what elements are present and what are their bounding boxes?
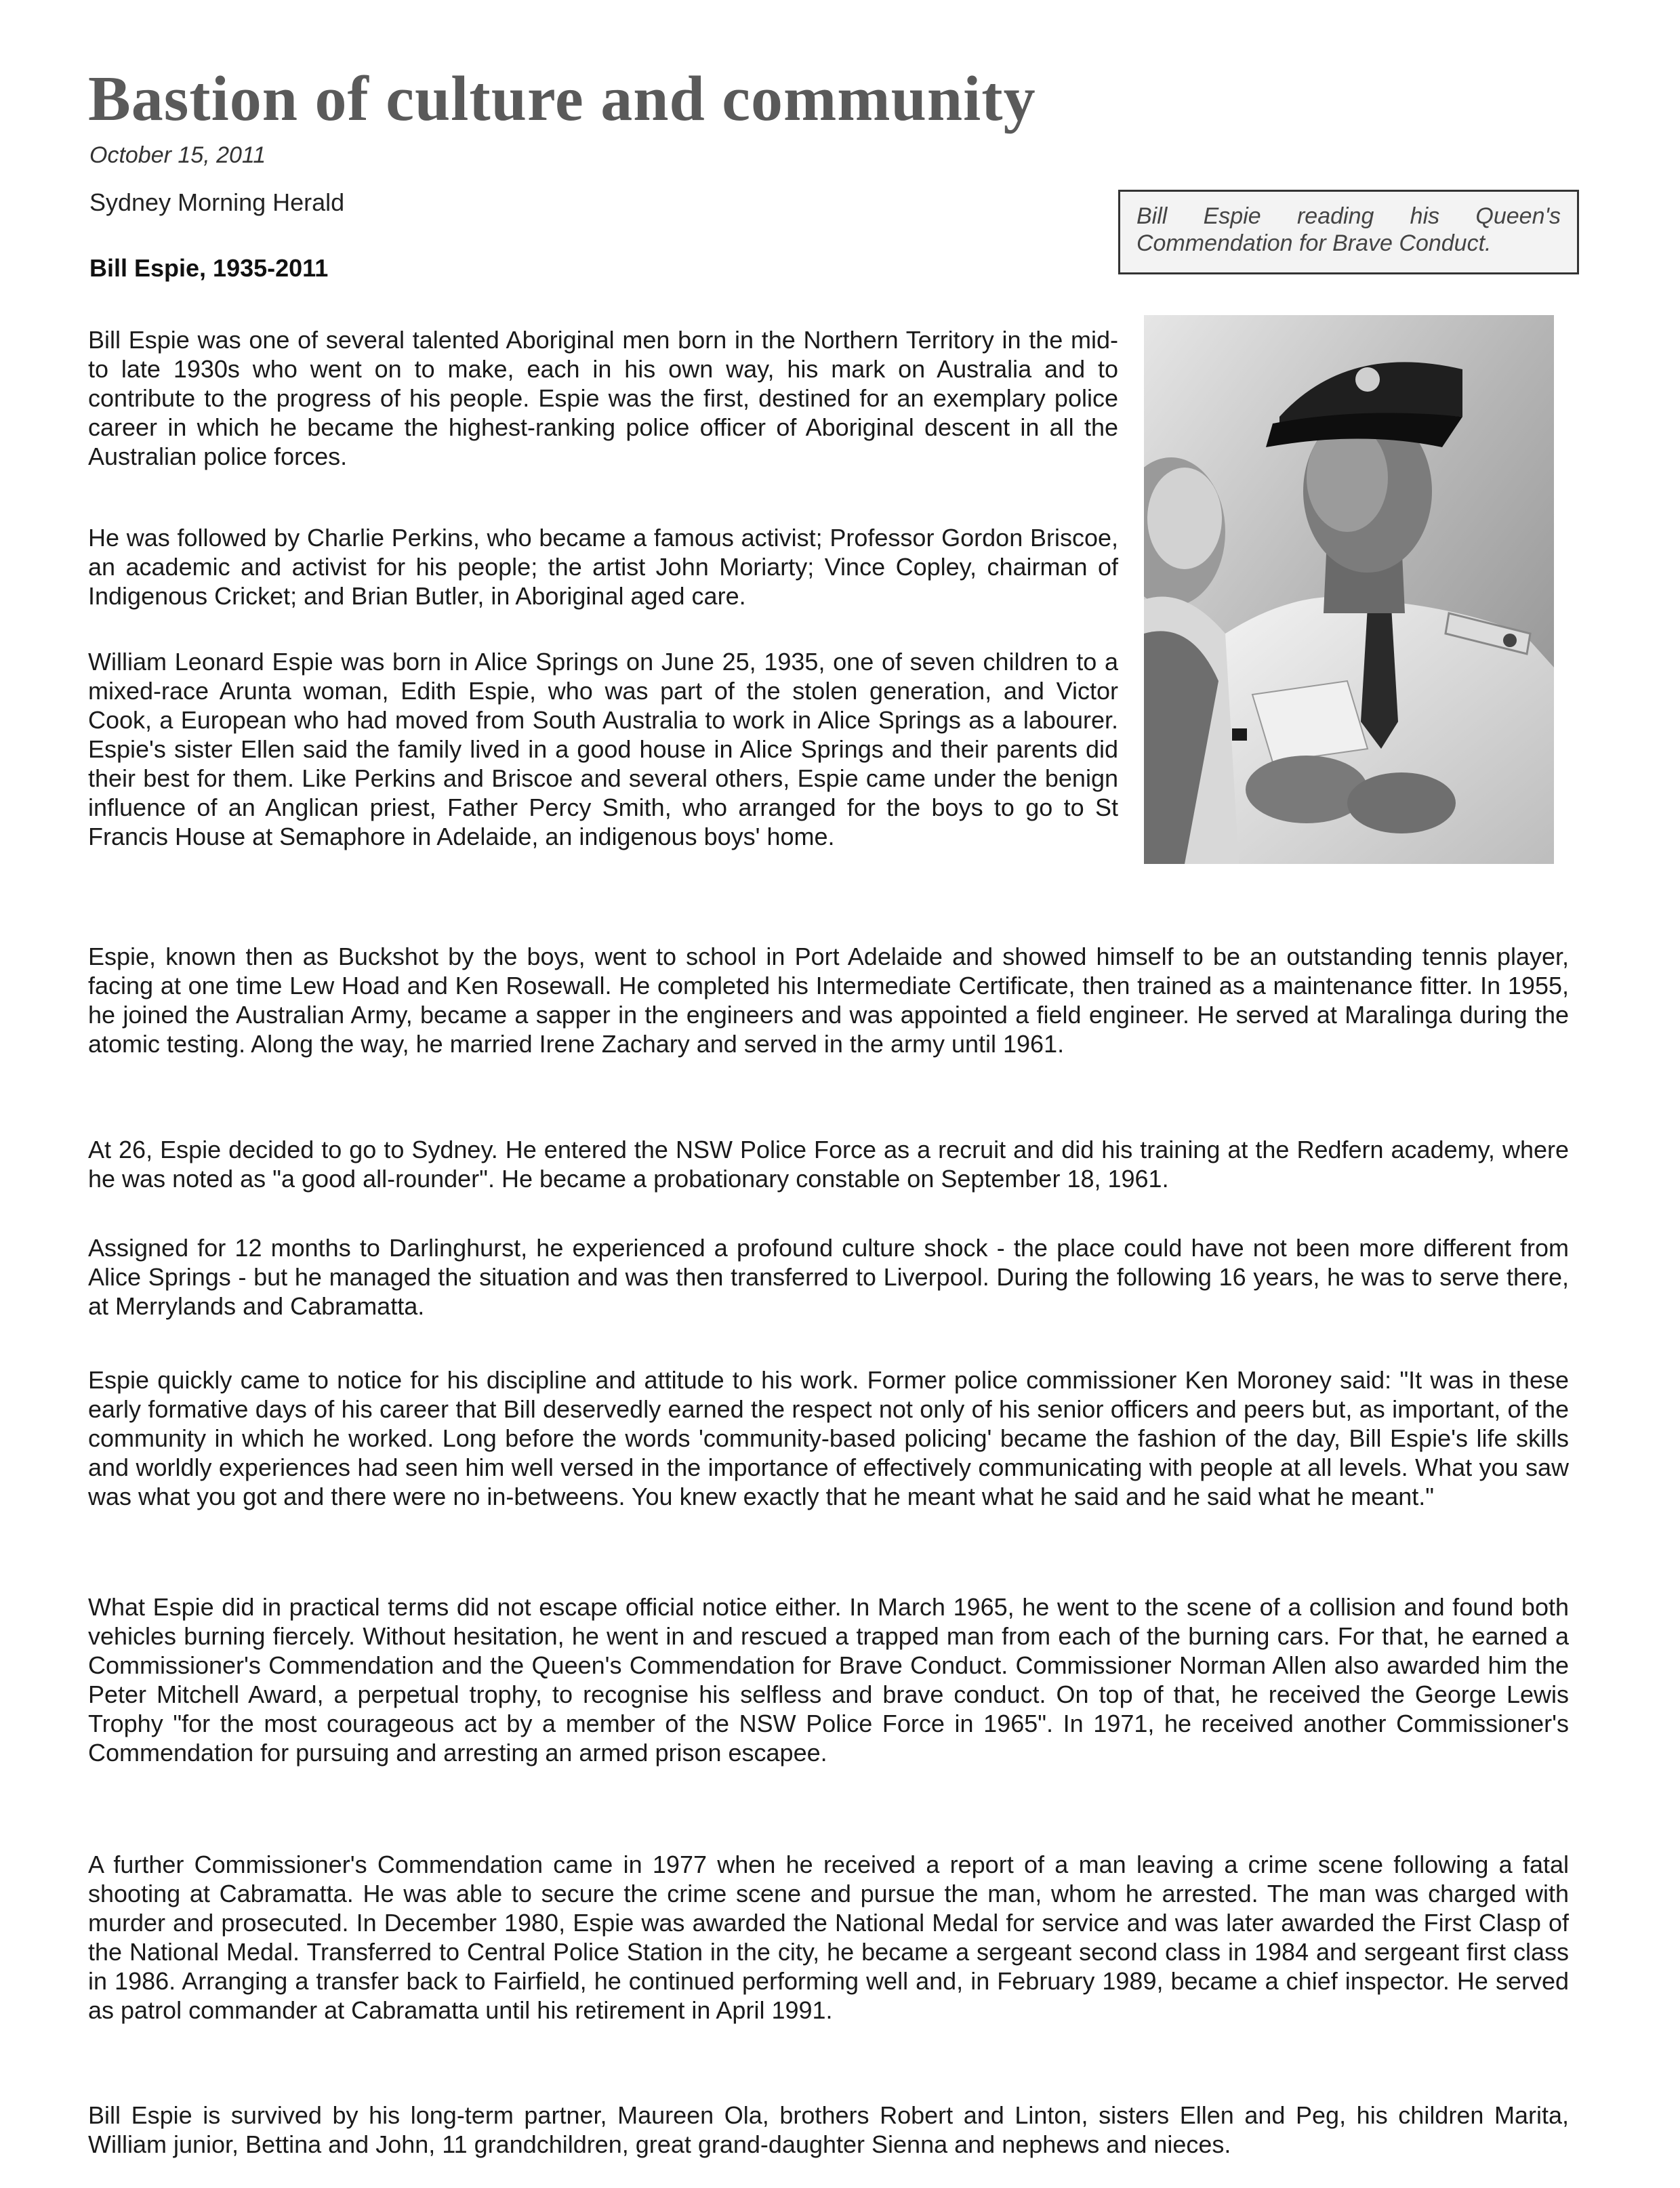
paragraph-4: Espie, known then as Buckshot by the boys, went to school in Port Adelaide and showed himself to be an outstanding tennis player, facing at one time Lew Hoad and Ken Rosewall. He completed his Intermediate Certificate, then trained as a maintenance fitter. In 1955, he joined the Australian Army, became a sapper in the engineers and was appointed a field engineer. He served at Maralinga during the atomic testing. Along the way, he married Irene Zachary and served in the army until 1961. <box>88 943 1569 1058</box>
paragraph-7: Espie quickly came to notice for his discipline and attitude to his work. Former police commissioner Ken Moroney said: "It was in these early formative days of his career that Bill deservedly earned the respect not only of his senior officers and peers but, as important, of the community in which he worked. Long before the words 'community-based policing' became the fashion of the day, Bill Espie's life skills and worldly experiences had seen him well versed in the importance of effectively communicating with people at all levels. What you saw was what you got and there were no in-betweens. You knew exactly that he meant what he said and he said what he meant." <box>88 1366 1569 1510</box>
article-byline: Bill Espie, 1935-2011 <box>89 254 329 282</box>
photo-caption: Bill Espie reading his Queen's Commendation for Brave Conduct. <box>1118 190 1579 274</box>
paragraph-8: What Espie did in practical terms did not escape official notice either. In March 1965, he went to the scene of a collision and found both vehicles burning fiercely. Without hesitation, he went in and rescued a trapped man from each of the burning cars. For that, he earned a Commissioner's Commendation and the Queen's Commendation for Brave Conduct. Commissioner Norman Allen also awarded him the Peter Mitchell Award, a perpetual trophy, to recognise his selfless and brave conduct. On top of that, he received the George Lewis Trophy "for the most courageous act by a member of the NSW Police Force in 1965". In 1971, he received another Commissioner's Commendation for pursuing and arresting an armed prison escapee. <box>88 1593 1569 1767</box>
paragraph-9: A further Commissioner's Commendation came in 1977 when he received a report of a man leaving a crime scene following a fatal shooting at Cabramatta. He was able to secure the crime scene and pursue the man, whom he arrested. The man was charged with murder and prosecuted. In December 1980, Espie was awarded the National Medal for service and was later awarded the First Clasp of the National Medal. Transferred to Central Police Station in the city, he became a sergeant second class in 1984 and sergeant first class in 1986. Arranging a transfer back to Fairfield, he continued performing well and, in February 1989, became a chief inspector. He served as patrol commander at Cabramatta until his retirement in April 1991. <box>88 1851 1569 2024</box>
paragraph-1: Bill Espie was one of several talented Aboriginal men born in the Northern Territory in the mid- to late 1930s who went on to make, each in his own way, his mark on Australia and to contribute to the progress of his people. Espie was the first, destined for an exemplary police career in which he became the highest-ranking police officer of Aboriginal descent in all the Australian police forces. <box>88 326 1118 470</box>
article-title: Bastion of culture and community <box>88 64 1036 134</box>
paragraph-5: At 26, Espie decided to go to Sydney. He entered the NSW Police Force as a recruit and did his training at the Redfern academy, where he was noted as "a good all-rounder". He became a probationary constable on September 18, 1961. <box>88 1136 1569 1193</box>
paragraph-6: Assigned for 12 months to Darlinghurst, he experienced a profound culture shock - the place could have not been more different from Alice Springs - but he managed the situation and was then transferred to Liverpool. During the following 16 years, he was to serve there, at Merrylands and Cabramatta. <box>88 1234 1569 1320</box>
paragraph-10: Bill Espie is survived by his long-term partner, Maureen Ola, brothers Robert and Linton, sisters Ellen and Peg, his children Marita, William junior, Bettina and John, 11 grandchildren, great grand-daughter Sienna and nephews and nieces. <box>88 2101 1569 2158</box>
paragraph-2: He was followed by Charlie Perkins, who became a famous activist; Professor Gordon Briscoe, an academic and activist for his people; the artist John Moriarty; Vince Copley, chairman of Indigenous Cricket; and Brian Butler, in Aboriginal aged care. <box>88 524 1118 610</box>
article-date: October 15, 2011 <box>89 142 266 168</box>
police-officer-photo-icon <box>1144 315 1554 864</box>
paragraph-3: William Leonard Espie was born in Alice Springs on June 25, 1935, one of seven children to a mixed-race Arunta woman, Edith Espie, who was part of the stolen generation, and Victor Cook, a European who had moved from South Australia to work in Alice Springs as a labourer. Espie's sister Ellen said the family lived in a good house in Alice Springs and their parents did their best for them. Like Perkins and Briscoe and several others, Espie came under the benign influence of an Anglican priest, Father Percy Smith, who arranged for the boys to go to St Francis House at Semaphore in Adelaide, an indigenous boys' home. <box>88 648 1118 850</box>
portrait-photo <box>1144 315 1554 864</box>
article-source: Sydney Morning Herald <box>89 188 345 216</box>
